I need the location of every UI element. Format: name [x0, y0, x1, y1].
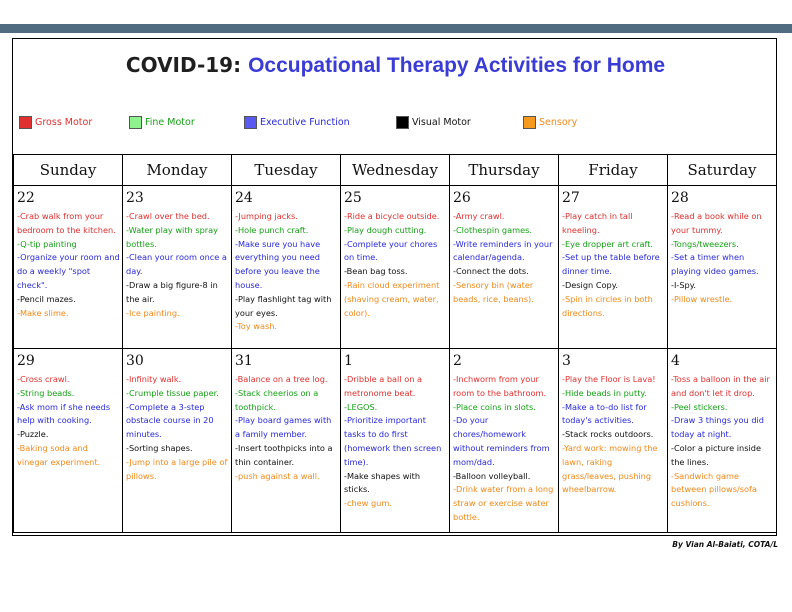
day-number: 3 — [562, 353, 571, 369]
activity-item: -Make slime. — [17, 307, 69, 318]
legend-label-sensory: Sensory — [539, 117, 578, 128]
calendar-frame — [12, 38, 777, 536]
activity-item: -Write reminders in your calendar/agenda. — [453, 238, 553, 263]
day-number: 22 — [17, 190, 35, 206]
legend — [13, 116, 778, 132]
activity-item: -push against a wall. — [235, 470, 320, 481]
weekday-header-row — [14, 155, 777, 186]
activity-item: -Ice painting. — [126, 307, 180, 318]
activity-item: -Peel stickers. — [671, 401, 728, 412]
legend-label-gross: Gross Motor — [35, 117, 93, 128]
activity-item: -Crab walk from your bedroom to the kitchen. — [17, 211, 116, 235]
legend-label-exec: Executive Function — [260, 117, 350, 128]
activity-item: -Draw 3 things you did today at night. — [671, 415, 764, 440]
title-main: Occupational Therapy Activities for Home — [248, 54, 666, 77]
activity-item: -Crawl over the bed. — [126, 211, 210, 221]
day-cell — [341, 349, 450, 533]
activity-item: -Stack rocks outdoors. — [562, 429, 654, 440]
calendar-grid — [13, 154, 777, 533]
activity-item: -Sandwich game between pillows/sofa cushions. — [671, 470, 757, 509]
week-row — [14, 186, 777, 349]
activity-item: -Organize your room and do a weekly "spot check". — [17, 252, 120, 290]
activity-item: -LEGOS. — [344, 401, 378, 412]
legend-swatch-gross — [19, 116, 32, 129]
title-covid: COVID-19: — [125, 53, 242, 77]
legend-swatch-exec — [244, 116, 257, 129]
activity-item: -Prioritize important tasks to do first (homework then screen time). — [344, 415, 442, 467]
activity-item: -Inchworm from your room to the bathroom. — [453, 374, 547, 398]
activity-item: -Jump into a large pile of pillows. — [126, 456, 228, 481]
activity-item: -Play catch in tall kneeling. — [562, 211, 633, 235]
day-number: 29 — [17, 353, 35, 369]
activity-item: -Complete a 3-step obstacle course in 20 minutes. — [126, 401, 214, 440]
activity-item: -Cross crawl. — [17, 374, 70, 384]
day-cell — [450, 349, 559, 533]
activity-item: -Crumple tissue paper. — [126, 387, 219, 398]
legend-label-visual: Visual Motor — [412, 117, 471, 128]
page-title — [13, 53, 778, 78]
activity-item: -Toy wash. — [235, 321, 278, 332]
activity-item: -Tongs/tweezers. — [671, 238, 739, 249]
weekday-friday: Friday — [559, 155, 668, 186]
day-number: 4 — [671, 353, 680, 369]
activity-item: -I-Spy. — [671, 279, 696, 290]
activity-item: -Make shapes with sticks. — [344, 470, 421, 495]
activity-item: -Bean bag toss. — [344, 266, 408, 277]
weekday-wednesday: Wednesday — [341, 155, 450, 186]
activity-item: -Baking soda and vinegar experiment. — [17, 442, 101, 467]
activity-item: -Balance on a tree log. — [235, 374, 328, 384]
activity-item: -Do your chores/homework without reminders from mom/dad. — [453, 415, 550, 467]
activity-item: -Draw a big figure-8 in the air. — [126, 279, 218, 304]
legend-item-sensory — [523, 116, 577, 129]
day-number: 23 — [126, 190, 144, 206]
activity-item: -Set a timer when playing video games. — [671, 252, 759, 277]
activity-item: -Place coins in slots. — [453, 401, 536, 412]
activity-item: -Infinity walk. — [126, 374, 182, 384]
activity-item: -Q-tip painting — [17, 238, 77, 249]
day-number: 31 — [235, 353, 253, 369]
activity-item: -Make a to-do list for today's activities. — [562, 401, 647, 426]
day-cell — [668, 186, 777, 349]
activity-item: -Play dough cutting. — [344, 224, 427, 235]
day-number: 24 — [235, 190, 253, 206]
activity-item: -Dribble a ball on a metronome beat. — [344, 374, 423, 398]
activity-item: -Pillow wrestle. — [671, 293, 733, 304]
activity-item: -Eye dropper art craft. — [562, 238, 654, 249]
weekday-sunday: Sunday — [14, 155, 123, 186]
day-cell — [232, 186, 341, 349]
author-credit: By Vian Al-Baiati, COTA/L — [672, 540, 778, 549]
day-cell — [14, 186, 123, 349]
day-number: 2 — [453, 353, 462, 369]
activity-item: -Ride a bicycle outside. — [344, 211, 440, 221]
week-row — [14, 349, 777, 533]
day-cell — [341, 186, 450, 349]
weekday-monday: Monday — [123, 155, 232, 186]
legend-swatch-fine — [129, 116, 142, 129]
activity-item: -Insert toothpicks into a thin container. — [235, 442, 333, 467]
activity-item: -Hide beads in putty. — [562, 387, 647, 398]
activity-item: -Make sure you have everything you need before you leave the house. — [235, 238, 321, 290]
activity-item: -Connect the dots. — [453, 266, 529, 277]
day-cell — [123, 186, 232, 349]
activity-item: -Design Copy. — [562, 279, 619, 290]
activity-item: -Hole punch craft. — [235, 224, 309, 235]
activity-item: -Spin in circles in both directions. — [562, 293, 653, 318]
activity-item: -Play the Floor is Lava! — [562, 374, 656, 384]
activity-item: -Color a picture inside the lines. — [671, 442, 761, 467]
weekday-tuesday: Tuesday — [232, 155, 341, 186]
activity-item: -Yard work: mowing the lawn, raking grass/leaves, pushing wheelbarrow. — [562, 442, 658, 495]
day-cell — [559, 349, 668, 533]
day-cell — [123, 349, 232, 533]
activity-item: -String beads. — [17, 387, 75, 398]
activity-item: -Read a book while on your tummy. — [671, 211, 762, 235]
activity-item: -Army crawl. — [453, 211, 505, 221]
activity-item: -Play board games with a family member. — [235, 415, 332, 440]
day-cell — [668, 349, 777, 533]
day-number: 26 — [453, 190, 471, 206]
legend-swatch-sensory — [523, 116, 536, 129]
activity-item: -Puzzle. — [17, 429, 49, 440]
day-number: 25 — [344, 190, 362, 206]
top-banner-bar — [0, 24, 792, 33]
activity-item: -Stack cheerios on a toothpick. — [235, 387, 319, 412]
activity-item: -Complete your chores on time. — [344, 238, 438, 263]
day-number: 27 — [562, 190, 580, 206]
day-cell — [232, 349, 341, 533]
activity-item: -Set up the table before dinner time. — [562, 252, 660, 277]
activity-item: -Clean your room once a day. — [126, 252, 227, 277]
day-cell — [14, 349, 123, 533]
activity-item: -Sorting shapes. — [126, 442, 193, 453]
activity-item: -Drink water from a long straw or exercise water bottle. — [453, 484, 554, 522]
day-number: 1 — [344, 353, 353, 369]
activity-item: -Sensory bin (water beads, rice, beans). — [453, 279, 534, 304]
legend-swatch-visual — [396, 116, 409, 129]
legend-item-visual — [396, 116, 471, 129]
day-number: 28 — [671, 190, 689, 206]
activity-item: -Rain cloud experiment (shaving cream, water, color). — [344, 279, 440, 318]
legend-item-fine — [129, 116, 195, 129]
activity-item: -Ask mom if she needs help with cooking. — [17, 401, 111, 426]
day-cell — [450, 186, 559, 349]
legend-item-exec — [244, 116, 350, 129]
activity-item: -Balloon volleyball. — [453, 470, 531, 481]
activity-item: -Pencil mazes. — [17, 293, 76, 304]
weekday-thursday: Thursday — [450, 155, 559, 186]
weekday-saturday: Saturday — [668, 155, 777, 186]
activity-item: -Water play with spray bottles. — [126, 224, 219, 249]
activity-item: -Jumping jacks. — [235, 211, 298, 221]
activity-item: -chew gum. — [344, 498, 392, 509]
activity-item: -Play flashlight tag with your eyes. — [235, 293, 332, 318]
legend-label-fine: Fine Motor — [145, 117, 195, 128]
activity-item: -Clothespin games. — [453, 224, 533, 235]
legend-item-gross — [19, 116, 92, 129]
day-number: 30 — [126, 353, 144, 369]
day-cell — [559, 186, 668, 349]
activity-item: -Toss a balloon in the air and don't let it drop. — [671, 374, 770, 398]
